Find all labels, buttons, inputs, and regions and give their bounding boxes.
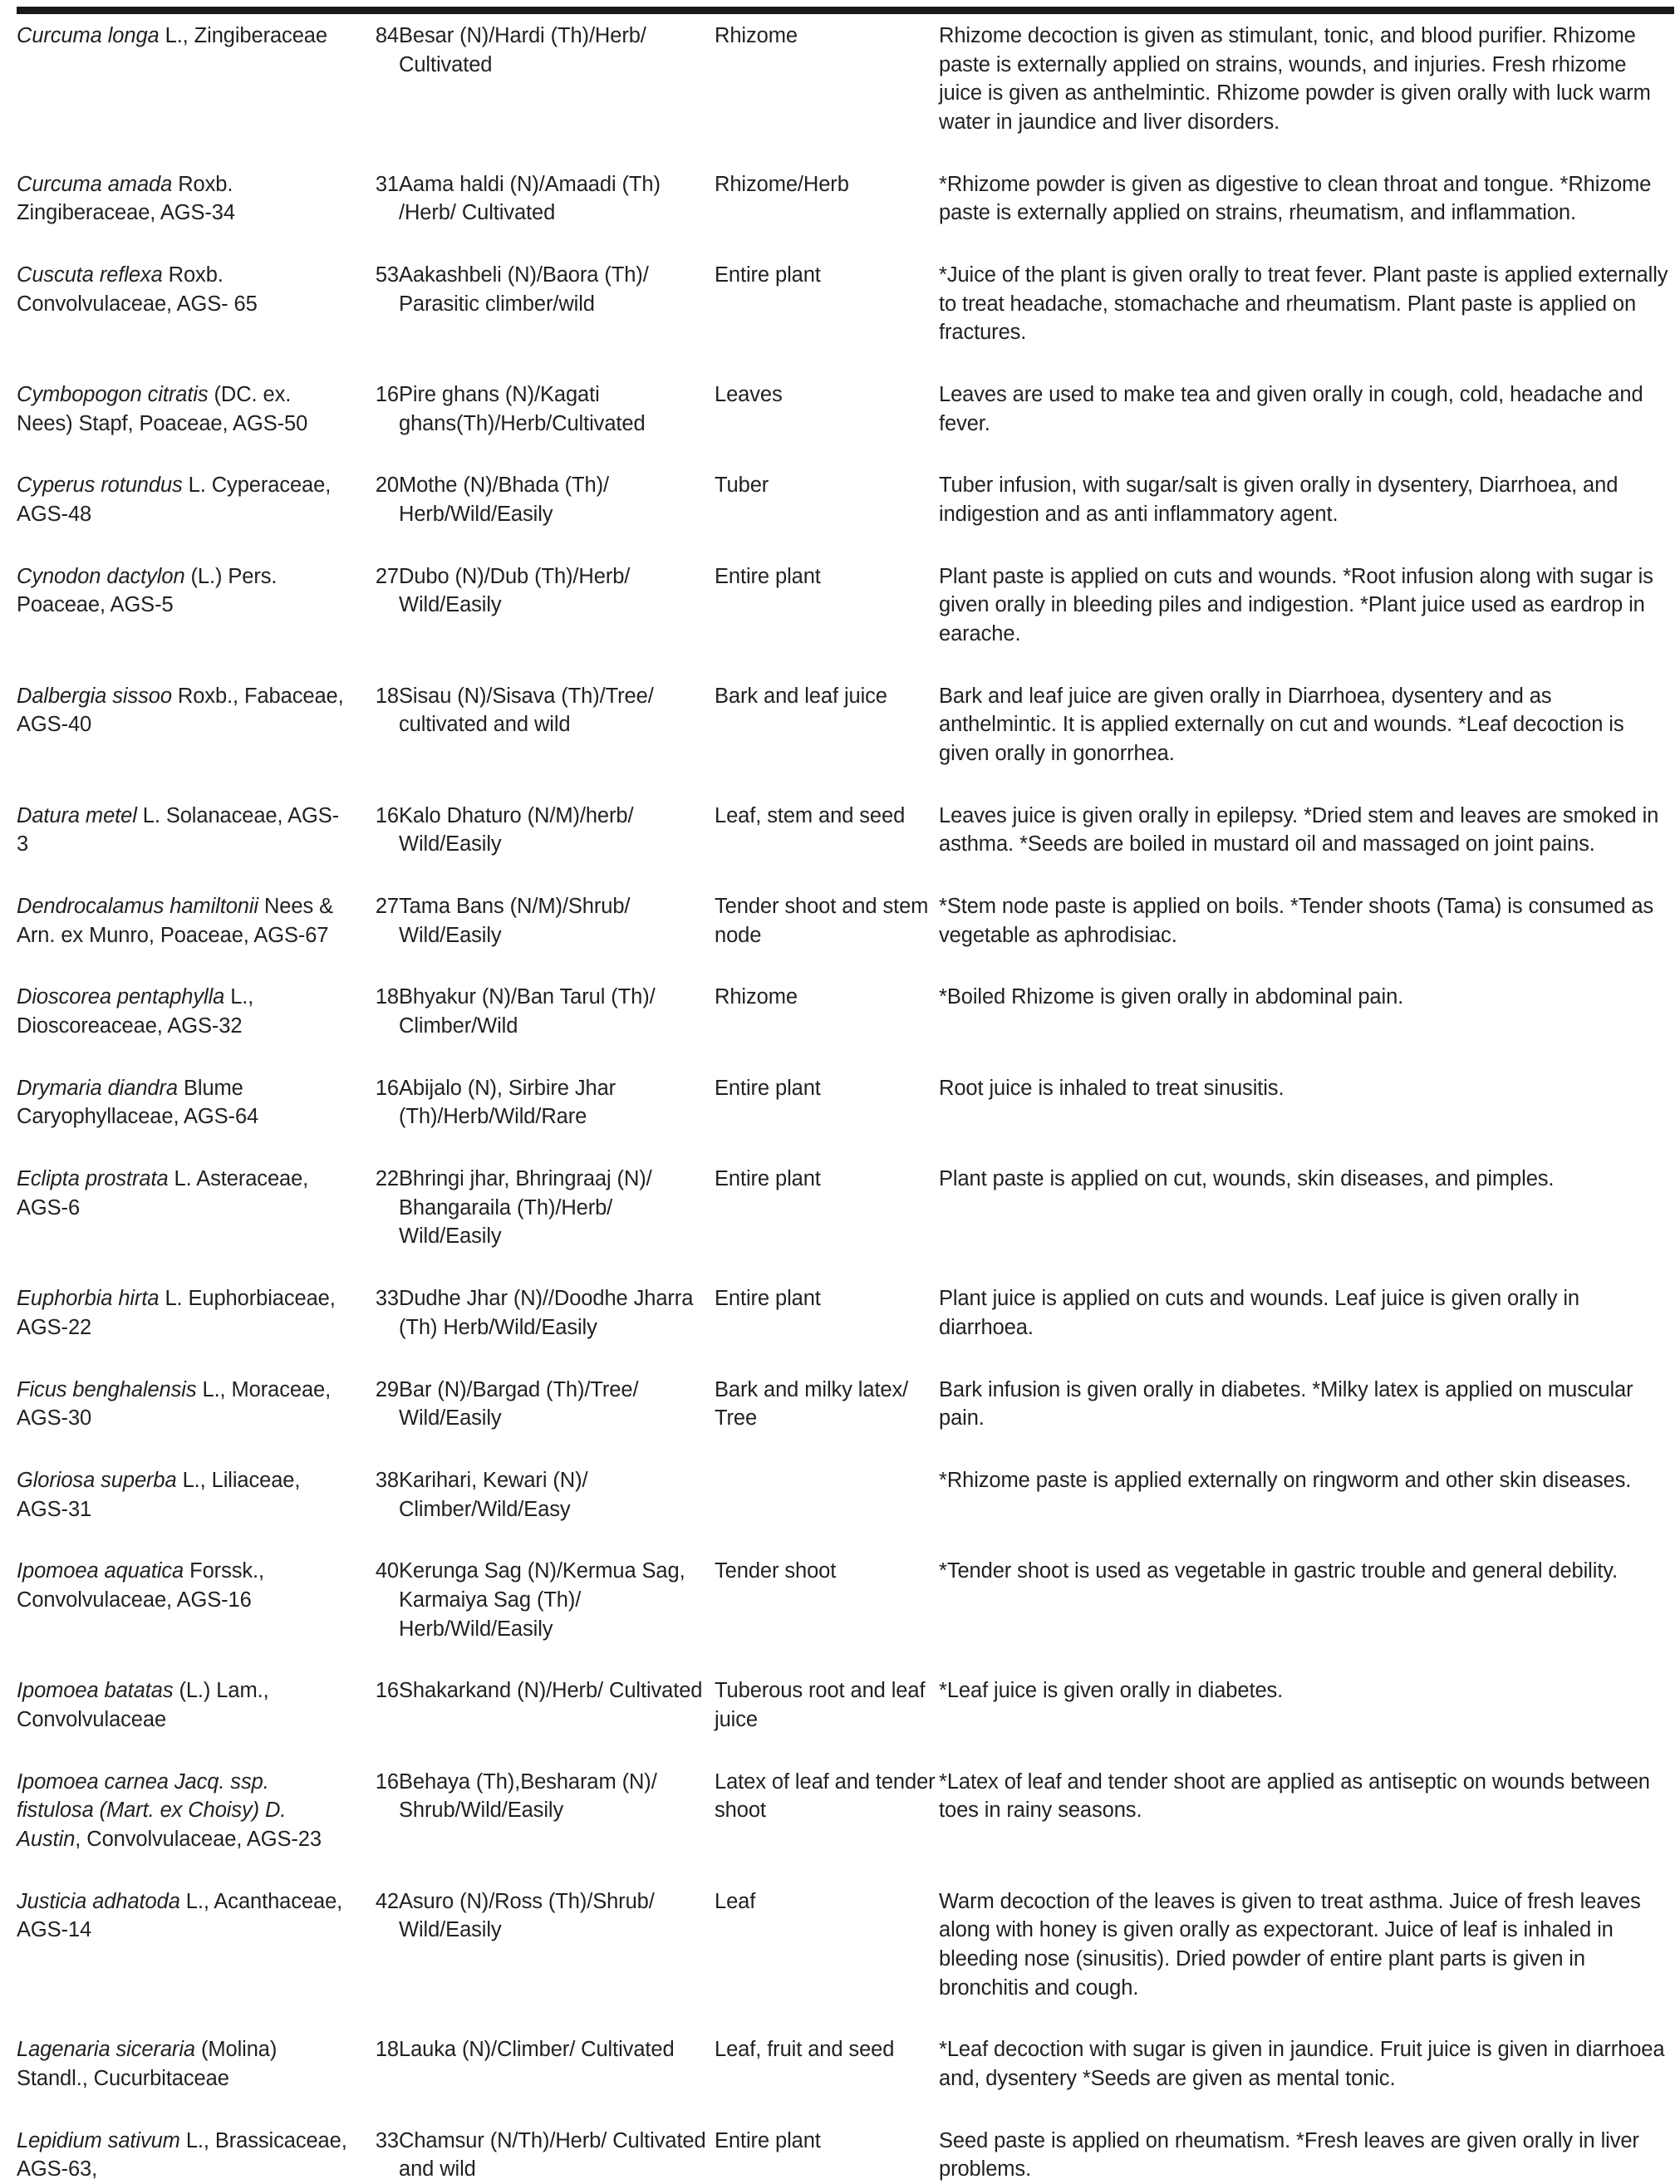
cell-mode-of-use: Root juice is inhaled to treat sinusitis. (939, 1076, 1285, 1100)
table-top-rule (17, 7, 1674, 14)
cell-species (17, 1466, 351, 1557)
species-authority-family: L., Liliaceae, AGS-31 (17, 1468, 301, 1521)
cell-part-used: Entire plant (715, 1076, 821, 1100)
cell-citation-count: 53 (375, 263, 399, 287)
table-row (17, 1676, 1674, 1767)
cell-mode-of-use: Plant paste is applied on cuts and wounds. *Root infusion along with sugar is given orally in bleeding piles and indigestion. *Plant juice used as eardrop in earache. (939, 564, 1653, 646)
cell-local-name: Shakarkand (N)/Herb/ Cultivated (399, 1679, 703, 1703)
species-scientific-name: Dalbergia sissoo (17, 684, 172, 708)
cell-citation-count: 16 (375, 1769, 399, 1794)
cell-mode-of-use: Seed paste is applied on rheumatism. *Fresh leaves are given orally in liver problems. (939, 2128, 1639, 2182)
species-authority-family: L. Cyperaceae, AGS-48 (17, 474, 332, 527)
cell-part-used: Entire plant (715, 1287, 821, 1311)
cell-citation-count: 33 (375, 1287, 399, 1311)
species-scientific-name: Datura metel (17, 803, 137, 827)
cell-part-used: Entire plant (715, 564, 821, 588)
cell-species (17, 802, 351, 892)
cell-local-name: Bhyakur (N)/Ban Tarul (Th)/ Climber/Wild (399, 985, 656, 1038)
cell-species (17, 1768, 351, 1887)
table-row (17, 562, 1674, 682)
cell-species (17, 380, 351, 471)
species-authority-family: (L.) Pers. Poaceae, AGS-5 (17, 564, 278, 617)
table-row (17, 682, 1674, 802)
cell-local-name: Sisau (N)/Sisava (Th)/Tree/ cultivated and wild (399, 684, 654, 737)
table-row (17, 802, 1674, 892)
cell-citation-count: 18 (375, 2038, 399, 2062)
cell-part-used: Tender shoot and stem node (715, 895, 929, 947)
species-authority-family: L. Euphorbiaceae, AGS-22 (17, 1287, 336, 1339)
cell-local-name: Dudhe Jhar (N)//Doodhe Jharra (Th) Herb/Wild/Easily (399, 1287, 694, 1339)
cell-species (17, 1165, 351, 1284)
cell-part-used: Latex of leaf and tender shoot (715, 1769, 936, 1823)
cell-species (17, 22, 351, 170)
species-scientific-name: Cyperus rotundus (17, 474, 183, 498)
cell-citation-count: 16 (375, 1076, 399, 1100)
species-authority-family: L., Zingiberaceae (159, 24, 327, 47)
cell-mode-of-use: *Tender shoot is used as vegetable in gastric trouble and general debility. (939, 1559, 1619, 1583)
species-authority-family: L. Asteraceae, AGS-6 (17, 1167, 309, 1220)
cell-species (17, 1074, 351, 1165)
cell-local-name: Pire ghans (N)/Kagati ghans(Th)/Herb/Cultivated (399, 383, 646, 435)
cell-mode-of-use: *Rhizome paste is applied externally on ringworm and other skin diseases. (939, 1468, 1632, 1492)
table-row (17, 22, 1674, 170)
cell-mode-of-use: *Leaf decoction with sugar is given in jaundice. Fruit juice is given in diarrhoea and, dysentery *Seeds are given as mental tonic. (939, 2038, 1665, 2090)
table-row (17, 983, 1674, 1073)
cell-part-used: Bark and leaf juice (715, 684, 887, 708)
cell-local-name: Kerunga Sag (N)/Kermua Sag, Karmaiya Sag (Th)/ Herb/Wild/Easily (399, 1559, 685, 1641)
cell-mode-of-use: *Stem node paste is applied on boils. *Tender shoots (Tama) is consumed as vegetable as aphrodisiac. (939, 895, 1654, 947)
cell-mode-of-use: Tuber infusion, with sugar/salt is given orally in dysentery, Diarrhoea, and indigestion and as anti inflammatory agent. (939, 474, 1619, 527)
species-scientific-name: Eclipta prostrata (17, 1167, 169, 1191)
cell-local-name: Bar (N)/Bargad (Th)/Tree/ Wild/Easily (399, 1377, 639, 1431)
species-scientific-name: Curcuma longa (17, 24, 160, 47)
species-scientific-name: Curcuma amada (17, 172, 173, 196)
table-row (17, 471, 1674, 562)
cell-citation-count: 33 (375, 2128, 399, 2152)
species-scientific-name: Euphorbia hirta (17, 1287, 160, 1311)
species-scientific-name: Ficus benghalensis (17, 1377, 197, 1401)
cell-part-used: Tuber (715, 474, 769, 498)
species-authority-family: L., Dioscoreaceae, AGS-32 (17, 985, 254, 1038)
species-authority-family: L., Acanthaceae, AGS-14 (17, 1889, 343, 1942)
cell-local-name: Aakashbeli (N)/Baora (Th)/ Parasitic climber/wild (399, 263, 649, 316)
cell-citation-count: 18 (375, 985, 399, 1009)
species-authority-family: Forssk., Convolvulaceae, AGS-16 (17, 1559, 264, 1612)
cell-local-name: Besar (N)/Hardi (Th)/Herb/ Cultivated (399, 24, 646, 76)
cell-mode-of-use: Bark infusion is given orally in diabetes. *Milky latex is applied on muscular pain. (939, 1377, 1633, 1431)
species-scientific-name: Gloriosa superba (17, 1468, 177, 1492)
cell-part-used: Rhizome (715, 985, 798, 1009)
species-scientific-name: Lagenaria siceraria (17, 2038, 195, 2062)
table-row (17, 170, 1674, 261)
cell-part-used: Leaf (715, 1889, 756, 1913)
cell-citation-count: 18 (375, 684, 399, 708)
cell-local-name: Bhringi jhar, Bhringraaj (N)/ Bhangaraila (Th)/Herb/ Wild/Easily (399, 1167, 652, 1249)
plant-species-table (17, 22, 1674, 2184)
species-scientific-name: Ipomoea aquatica (17, 1559, 184, 1583)
species-scientific-name: Lepidium sativum (17, 2128, 180, 2152)
cell-species (17, 562, 351, 682)
cell-local-name: Dubo (N)/Dub (Th)/Herb/ Wild/Easily (399, 564, 631, 617)
cell-local-name: Mothe (N)/Bhada (Th)/ Herb/Wild/Easily (399, 474, 609, 527)
species-scientific-name: Cuscuta reflexa (17, 263, 163, 287)
species-authority-family: Blume Caryophyllaceae, AGS-64 (17, 1076, 259, 1129)
table-row (17, 1284, 1674, 1375)
table-row (17, 380, 1674, 471)
cell-species (17, 1557, 351, 1676)
species-scientific-name: Cynodon dactylon (17, 564, 185, 588)
cell-part-used: Leaf, stem and seed (715, 803, 906, 827)
species-scientific-name: Ipomoea batatas (17, 1679, 174, 1703)
species-authority-family: Roxb. Convolvulaceae, AGS- 65 (17, 263, 258, 316)
cell-citation-count: 27 (375, 895, 399, 919)
cell-mode-of-use: Rhizome decoction is given as stimulant, tonic, and blood purifier. Rhizome paste is externally applied on strains, wounds, and injuries. Fresh rhizome juice is given as anthelmintic. Rhizome powder is given orally with luck warm water in jaundice and liver disorders. (939, 24, 1651, 135)
document-page (0, 7, 1680, 2182)
cell-species (17, 1284, 351, 1375)
cell-local-name: Chamsur (N/Th)/Herb/ Cultivated and wild (399, 2128, 706, 2182)
cell-species (17, 682, 351, 802)
cell-mode-of-use: *Latex of leaf and tender shoot are applied as antiseptic on wounds between toes in rainy seasons. (939, 1769, 1650, 1823)
cell-part-used: Tuberous root and leaf juice (715, 1679, 926, 1731)
table-body (17, 22, 1674, 2184)
cell-mode-of-use: Leaves are used to make tea and given orally in cough, cold, headache and fever. (939, 383, 1643, 435)
cell-mode-of-use: *Juice of the plant is given orally to treat fever. Plant paste is applied externally to treat headache, stomachache and rheumatism. Plant paste is applied on fractures. (939, 263, 1668, 345)
species-authority-family: (L.) Lam., Convolvulaceae (17, 1679, 269, 1731)
cell-species (17, 2127, 351, 2184)
cell-local-name: Kalo Dhaturo (N/M)/herb/ Wild/Easily (399, 803, 634, 856)
cell-citation-count: 16 (375, 383, 399, 407)
table-row (17, 2035, 1674, 2126)
species-authority-family: L., Moraceae, AGS-30 (17, 1377, 332, 1431)
species-authority-family: L., Brassicaceae, AGS-63, (17, 2128, 347, 2182)
cell-mode-of-use: Warm decoction of the leaves is given to treat asthma. Juice of fresh leaves along with honey is given orally as expectorant. Juice of leaf is inhaled in bleeding nose (sinusitis). Dried powder of entire plant parts is given in bronchitis and cough. (939, 1889, 1641, 2000)
table-row (17, 1466, 1674, 1557)
species-scientific-name: Cymbopogon citratis (17, 383, 209, 407)
cell-mode-of-use: Bark and leaf juice are given orally in Diarrhoea, dysentery and as anthelmintic. It is applied externally on cut and wounds. *Leaf decoction is given orally in gonorrhea. (939, 684, 1624, 766)
table-row (17, 1074, 1674, 1165)
species-scientific-name: Dendrocalamus hamiltonii (17, 895, 258, 919)
cell-citation-count: 27 (375, 564, 399, 588)
cell-species (17, 1376, 351, 1466)
table-row (17, 261, 1674, 380)
cell-species (17, 1676, 351, 1767)
species-authority-family: (DC. ex. Nees) Stapf, Poaceae, AGS-50 (17, 383, 308, 435)
cell-species (17, 261, 351, 380)
cell-mode-of-use: *Boiled Rhizome is given orally in abdominal pain. (939, 985, 1404, 1009)
cell-species (17, 983, 351, 1073)
cell-species (17, 892, 351, 983)
cell-local-name: Asuro (N)/Ross (Th)/Shrub/ Wild/Easily (399, 1889, 655, 1942)
cell-citation-count: 31 (375, 172, 399, 196)
species-authority-family: L. Solanaceae, AGS-3 (17, 803, 340, 856)
cell-mode-of-use: Leaves juice is given orally in epilepsy. *Dried stem and leaves are smoked in asthma. *Seeds are boiled in mustard oil and massaged on joint pains. (939, 803, 1659, 856)
cell-species (17, 1887, 351, 2036)
cell-mode-of-use: *Rhizome powder is given as digestive to clean throat and tongue. *Rhizome paste is externally applied on strains, rheumatism, and inflammation. (939, 172, 1652, 225)
species-scientific-name: Justicia adhatoda (17, 1889, 180, 1913)
table-row (17, 1768, 1674, 1887)
cell-mode-of-use: Plant paste is applied on cut, wounds, skin diseases, and pimples. (939, 1167, 1555, 1191)
table-row (17, 2127, 1674, 2184)
cell-part-used: Entire plant (715, 263, 821, 287)
cell-citation-count: 42 (375, 1889, 399, 1913)
table-row (17, 892, 1674, 983)
cell-mode-of-use: Plant juice is applied on cuts and wounds. Leaf juice is given orally in diarrhoea. (939, 1287, 1580, 1339)
species-authority-family: (Molina) Standl., Cucurbitaceae (17, 2038, 278, 2090)
table-row (17, 1165, 1674, 1284)
species-authority-family: , Convolvulaceae, AGS-23 (75, 1827, 322, 1851)
cell-part-used: Entire plant (715, 2128, 821, 2152)
cell-citation-count: 20 (375, 474, 399, 498)
cell-citation-count: 84 (375, 24, 399, 47)
cell-local-name: Karihari, Kewari (N)/ Climber/Wild/Easy (399, 1468, 588, 1521)
cell-part-used: Rhizome/Herb (715, 172, 849, 196)
species-scientific-name: Ipomoea carnea Jacq. ssp. fistulosa (Mart. ex Choisy) D. Austin (17, 1769, 287, 1851)
cell-local-name: Aama haldi (N)/Amaadi (Th) /Herb/ Cultivated (399, 172, 661, 225)
cell-citation-count: 16 (375, 803, 399, 827)
species-authority-family: Roxb., Fabaceae, AGS-40 (17, 684, 344, 737)
cell-local-name: Behaya (Th),Besharam (N)/ Shrub/Wild/Easily (399, 1769, 657, 1823)
cell-part-used (715, 1466, 939, 1557)
cell-mode-of-use: *Leaf juice is given orally in diabetes. (939, 1679, 1284, 1703)
cell-citation-count: 29 (375, 1377, 399, 1401)
cell-part-used: Rhizome (715, 24, 798, 47)
species-authority-family: Nees & Arn. ex Munro, Poaceae, AGS-67 (17, 895, 334, 947)
species-authority-family: Roxb. Zingiberaceae, AGS-34 (17, 172, 235, 225)
cell-part-used: Entire plant (715, 1167, 821, 1191)
cell-part-used: Leaf, fruit and seed (715, 2038, 895, 2062)
table-row (17, 1557, 1674, 1676)
species-scientific-name: Dioscorea pentaphylla (17, 985, 225, 1009)
cell-species (17, 471, 351, 562)
species-scientific-name: Drymaria diandra (17, 1076, 178, 1100)
cell-local-name: Lauka (N)/Climber/ Cultivated (399, 2038, 675, 2062)
cell-citation-count: 16 (375, 1679, 399, 1703)
cell-local-name: Tama Bans (N/M)/Shrub/ Wild/Easily (399, 895, 631, 947)
cell-citation-count: 38 (375, 1468, 399, 1492)
cell-part-used: Bark and milky latex/ Tree (715, 1377, 909, 1431)
cell-citation-count: 40 (375, 1559, 399, 1583)
table-row (17, 1887, 1674, 2036)
cell-part-used: Leaves (715, 383, 783, 407)
table-row (17, 1376, 1674, 1466)
cell-citation-count: 22 (375, 1167, 399, 1191)
cell-local-name: Abijalo (N), Sirbire Jhar (Th)/Herb/Wild/Rare (399, 1076, 616, 1129)
cell-species (17, 2035, 351, 2126)
cell-part-used: Tender shoot (715, 1559, 837, 1583)
cell-species (17, 170, 351, 261)
